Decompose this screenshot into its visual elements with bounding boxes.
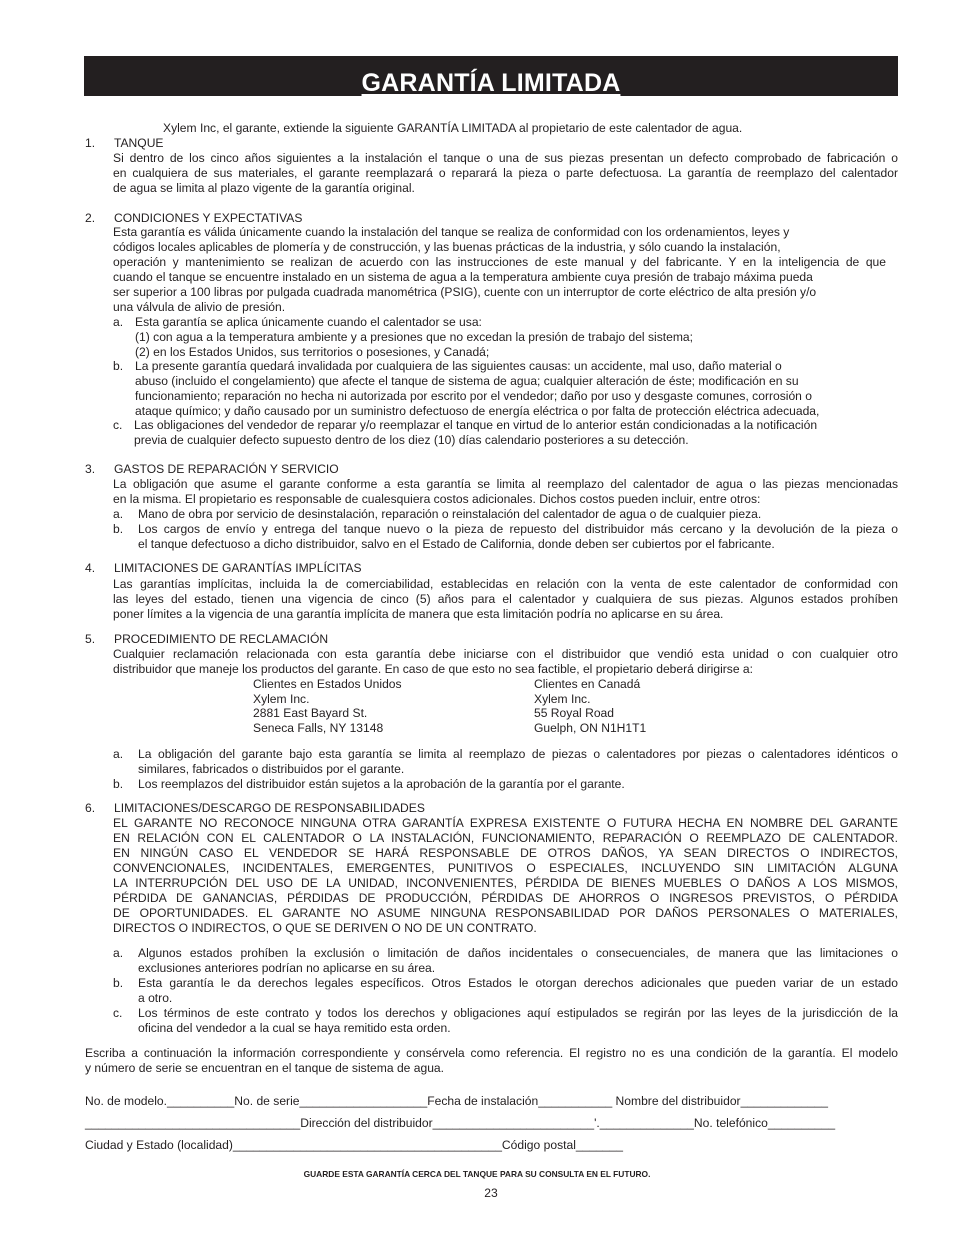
section-2a-line: (2) en los Estados Unidos, sus territorios o posesiones, y Canadá; xyxy=(135,345,490,359)
section-2-line: Esta garantía es válida únicamente cuando la instalación del tanque se realiza de conformidad con los ordenamientos, leyes y xyxy=(113,225,790,239)
section-6b-line: a otro. xyxy=(138,991,173,1005)
section-3b-line: Los cargos de envío y entrega del tanque nuevo o la pieza de repuesto del distribuidor más cercano y la devolución de la pieza o xyxy=(138,522,898,536)
section-5-heading: PROCEDIMIENTO DE RECLAMACIÓN xyxy=(114,632,329,646)
intro-text: Xylem Inc, el garante, extiende la siguiente GARANTÍA LIMITADA al propietario de este calentador de agua. xyxy=(163,121,743,135)
section-2-line: una válvula de alivio de presión. xyxy=(113,300,286,314)
section-2b-letter: b. xyxy=(113,359,124,373)
section-2-heading: CONDICIONES Y EXPECTATIVAS xyxy=(114,211,303,225)
page-number: 23 xyxy=(484,1186,498,1200)
section-6c-letter: c. xyxy=(113,1006,123,1020)
register-line: y número de serie se encuentran en el tanque de sistema de agua. xyxy=(85,1061,445,1075)
section-3b-letter: b. xyxy=(113,522,124,536)
section-2a-letter: a. xyxy=(113,315,124,329)
section-1-heading: TANQUE xyxy=(114,136,164,150)
section-5b-letter: b. xyxy=(113,777,124,791)
section-4-line: las leyes del estado, tienen una vigencia de cinco (5) años para el calentador y cualquiera de sus piezas. Algunos estados prohíben xyxy=(113,592,898,606)
ca-address-line: 55 Royal Road xyxy=(534,706,615,720)
section-6-line: EL GARANTE NO RECONOCE NINGUNA OTRA GARANTÍA EXPRESA EXISTENTE O FUTURA HECHA EN NOMBRE DEL GARANTE xyxy=(113,816,898,830)
title-bar xyxy=(84,56,898,96)
section-2-line: cuando el tanque se encuentre instalado en un sistema de agua a la temperatura ambiente cuya presión de trabajo máxima pueda xyxy=(113,270,813,284)
section-6a-letter: a. xyxy=(113,946,124,960)
section-2a-line: (1) con agua a la temperatura ambiente y a presiones que no excedan la presión de trabajo del sistema; xyxy=(135,330,693,344)
section-3-line: en la misma. El propietario es responsable de cualesquiera costos adicionales. Dichos costos pueden incluir, entre otros: xyxy=(113,492,761,506)
section-6-line: EN RELACIÓN CON EL CALENTADOR O LA INSTALACIÓN, FUNCIONAMIENTO, REPARACIÓN O REEMPLAZO DE CALENTADOR. xyxy=(113,831,898,845)
section-2c-line: Las obligaciones del vendedor de reparar y/o reemplazar el tanque en virtud de lo anterior están condicionadas a la notificación xyxy=(134,418,818,432)
section-6b-line: Esta garantía le da derechos legales específicos. Otros Estados le otorgan derechos adicionales que pueden variar de un estado xyxy=(138,976,898,990)
section-5-line: distribuidor que maneje los productos del garante. En caso de que esto no sea factible, el propietario deberá dirigirse a: xyxy=(113,662,754,676)
section-3-line: La obligación que asume el garante conforme a esta garantía se limita al reemplazo del calentador de agua o las piezas mencionadas xyxy=(113,477,898,491)
section-1-line: en cualquiera de sus materiales, el garante reemplazará o reparará la pieza o parte defectuosa. La garantía de reemplazo del calentador xyxy=(113,166,898,180)
section-6-line: EN NINGÚN CASO EL VENDEDOR SE HARÁ RESPONSABLE DE OTROS DAÑOS, YA SEAN DIRECTOS O INDIRECTOS, xyxy=(113,846,898,860)
section-6c-line: Los términos de este contrato y todos los derechos y obligaciones aquí estipulados se regirán por las leyes de la jurisdicción de la xyxy=(138,1006,898,1020)
section-2-line: códigos locales aplicables de plomería y de construcción, y las buenas prácticas de la industria, y sólo cuando la instalación, xyxy=(113,240,781,254)
form-line-city-zip[interactable]: Ciudad y Estado (localidad)________________________________________Código postal_______ xyxy=(85,1138,623,1152)
section-1-number: 1. xyxy=(85,136,96,150)
section-5-line: Cualquier reclamación relacionada con esta garantía debe iniciarse con el distribuidor que vendió esta unidad o con cualquier otro xyxy=(113,647,898,661)
page-title: GARANTÍA LIMITADA xyxy=(361,69,621,97)
section-6-line: CONVENCIONALES, INCIDENTALES, EMERGENTES, PUNITIVOS O ESPECIALES, INCLUYENDO SIN LIMITACIÓN ALGUNA xyxy=(113,861,898,875)
section-6a-line: exclusiones anteriores podrían no aplicarse en su área. xyxy=(138,961,436,975)
section-2b-line: ataque químico; y daño causado por un suministro defectuoso de energía eléctrica o por falta de protección eléctrica adecuada, xyxy=(135,404,820,418)
us-address-line: Clientes en Estados Unidos xyxy=(253,677,402,691)
section-2b-line: La presente garantía quedará invalidada por cualquiera de las siguientes causas: un accidente, mal uso, daño material o xyxy=(135,359,782,373)
footer-note: GUARDE ESTA GARANTÍA CERCA DEL TANQUE PARA SU CONSULTA EN EL FUTURO. xyxy=(303,1169,651,1179)
section-2-line: ser superior a 100 libras por pulgada cuadrada manométrica (PSIG), cuente con un interruptor de corte eléctrico de alta presión y/o xyxy=(113,285,817,299)
us-address-line: Xylem Inc. xyxy=(253,692,310,706)
section-6-heading: LIMITACIONES/DESCARGO DE RESPONSABILIDADES xyxy=(114,801,425,815)
section-3a-letter: a. xyxy=(113,507,124,521)
section-5b-line: Los reemplazos del distribuidor están sujetos a la aprobación de la garantía por el garante. xyxy=(138,777,625,791)
section-5a-line: similares, fabricados o distribuidos por el garante. xyxy=(138,762,405,776)
section-6-line: PÉRDIDA DE GANANCIAS, PÉRDIDAS DE PRODUCCIÓN, PÉRDIDAS DE AHORROS O INGRESOS PREVISTOS, O PÉRDIDA xyxy=(113,891,898,905)
section-2a-line: Esta garantía se aplica únicamente cuando el calentador se usa: xyxy=(135,315,482,329)
section-1-line: Si dentro de los cinco años siguientes a la instalación el tanque o una de sus piezas presentan un defecto comprobado de fabricación o xyxy=(113,151,898,165)
form-line-address-phone[interactable]: ________________________________Dirección del distribuidor________________________'.______________No. telefónico__________ xyxy=(85,1116,836,1130)
section-4-line: Las garantías implícitas, incluida la de comerciabilidad, establecidas en relación con la venta de este calentador de conformidad con xyxy=(113,577,898,591)
register-line: Escriba a continuación la información correspondiente y consérvela como referencia. El registro no es una condición de la garantía. El modelo xyxy=(85,1046,898,1060)
section-5a-letter: a. xyxy=(113,747,124,761)
us-address-line: Seneca Falls, NY 13148 xyxy=(253,721,384,735)
section-1-line: de agua se limita al plazo vigente de la garantía original. xyxy=(113,181,415,195)
section-4-number: 4. xyxy=(85,561,96,575)
form-line-model-serial[interactable]: No. de modelo.__________No. de serie___________________Fecha de instalación___________ Nombre del distribuidor_____________ xyxy=(85,1094,829,1108)
section-2-line: operación y mantenimiento se realizan de acuerdo con las instrucciones de este manual y del fabricante. Y en la inteligencia de que xyxy=(113,255,886,269)
section-2-number: 2. xyxy=(85,211,96,225)
section-5a-line: La obligación del garante bajo esta garantía se limita al reemplazo de piezas o calentadores por piezas o calentadores idénticos o xyxy=(138,747,898,761)
section-6-line: DE OPORTUNIDADES. EL GARANTE NO ASUME NINGUNA RESPONSABILIDAD POR DAÑOS PERSONALES O MATERIALES, xyxy=(113,906,898,920)
section-2c-line: previa de cualquier defecto supuesto dentro de los diez (10) días calendario posteriores a su detección. xyxy=(134,433,689,447)
section-3-heading: GASTOS DE REPARACIÓN Y SERVICIO xyxy=(114,462,339,476)
us-address-line: 2881 East Bayard St. xyxy=(253,706,368,720)
section-5-number: 5. xyxy=(85,632,96,646)
ca-address-line: Xylem Inc. xyxy=(534,692,591,706)
section-2b-line: funcionamiento; reparación no hecha ni autorizada por escrito por el vendedor; daño por uso y desgaste comunes, corrosión o xyxy=(135,389,812,403)
section-3a-line: Mano de obra por servicio de desinstalación, reparación o reinstalación del calentador de agua o de cualquier pieza. xyxy=(138,507,762,521)
section-6-number: 6. xyxy=(85,801,96,815)
section-3-number: 3. xyxy=(85,462,96,476)
section-2c-letter: c. xyxy=(113,418,123,432)
section-6-line: LA INTERRUPCIÓN DEL USO DE LA UNIDAD, INCONVENIENTES, PÉRDIDA DE BIENES MUEBLES O DAÑOS A LOS MISMOS, xyxy=(113,876,898,890)
ca-address-line: Clientes en Canadá xyxy=(534,677,641,691)
section-6-line: DIRECTOS O INDIRECTOS, O QUE SE DERIVEN O NO DE UN CONTRATO. xyxy=(113,921,537,935)
section-4-heading: LIMITACIONES DE GARANTÍAS IMPLÍCITAS xyxy=(114,561,362,575)
section-4-line: poner límites a la vigencia de una garantía implícita de manera que esta limitación podría no aplicarse en su área. xyxy=(113,607,724,621)
section-6a-line: Algunos estados prohíben la exclusión o limitación de daños incidentales o consecuenciales, de manera que las limitaciones o xyxy=(138,946,898,960)
section-6c-line: oficina del vendedor a la cual se haya remitido esta orden. xyxy=(138,1021,451,1035)
section-2b-line: abuso (incluido el congelamiento) que afecte el tanque de sistema de agua; cualquier alteración de éste; modificación en su xyxy=(135,374,799,388)
ca-address-line: Guelph, ON N1H1T1 xyxy=(534,721,647,735)
section-6b-letter: b. xyxy=(113,976,124,990)
section-3b-line: el tanque defectuoso a dicho distribuidor, salvo en el Estado de California, donde deben ser cubiertos por el fabricante. xyxy=(138,537,775,551)
